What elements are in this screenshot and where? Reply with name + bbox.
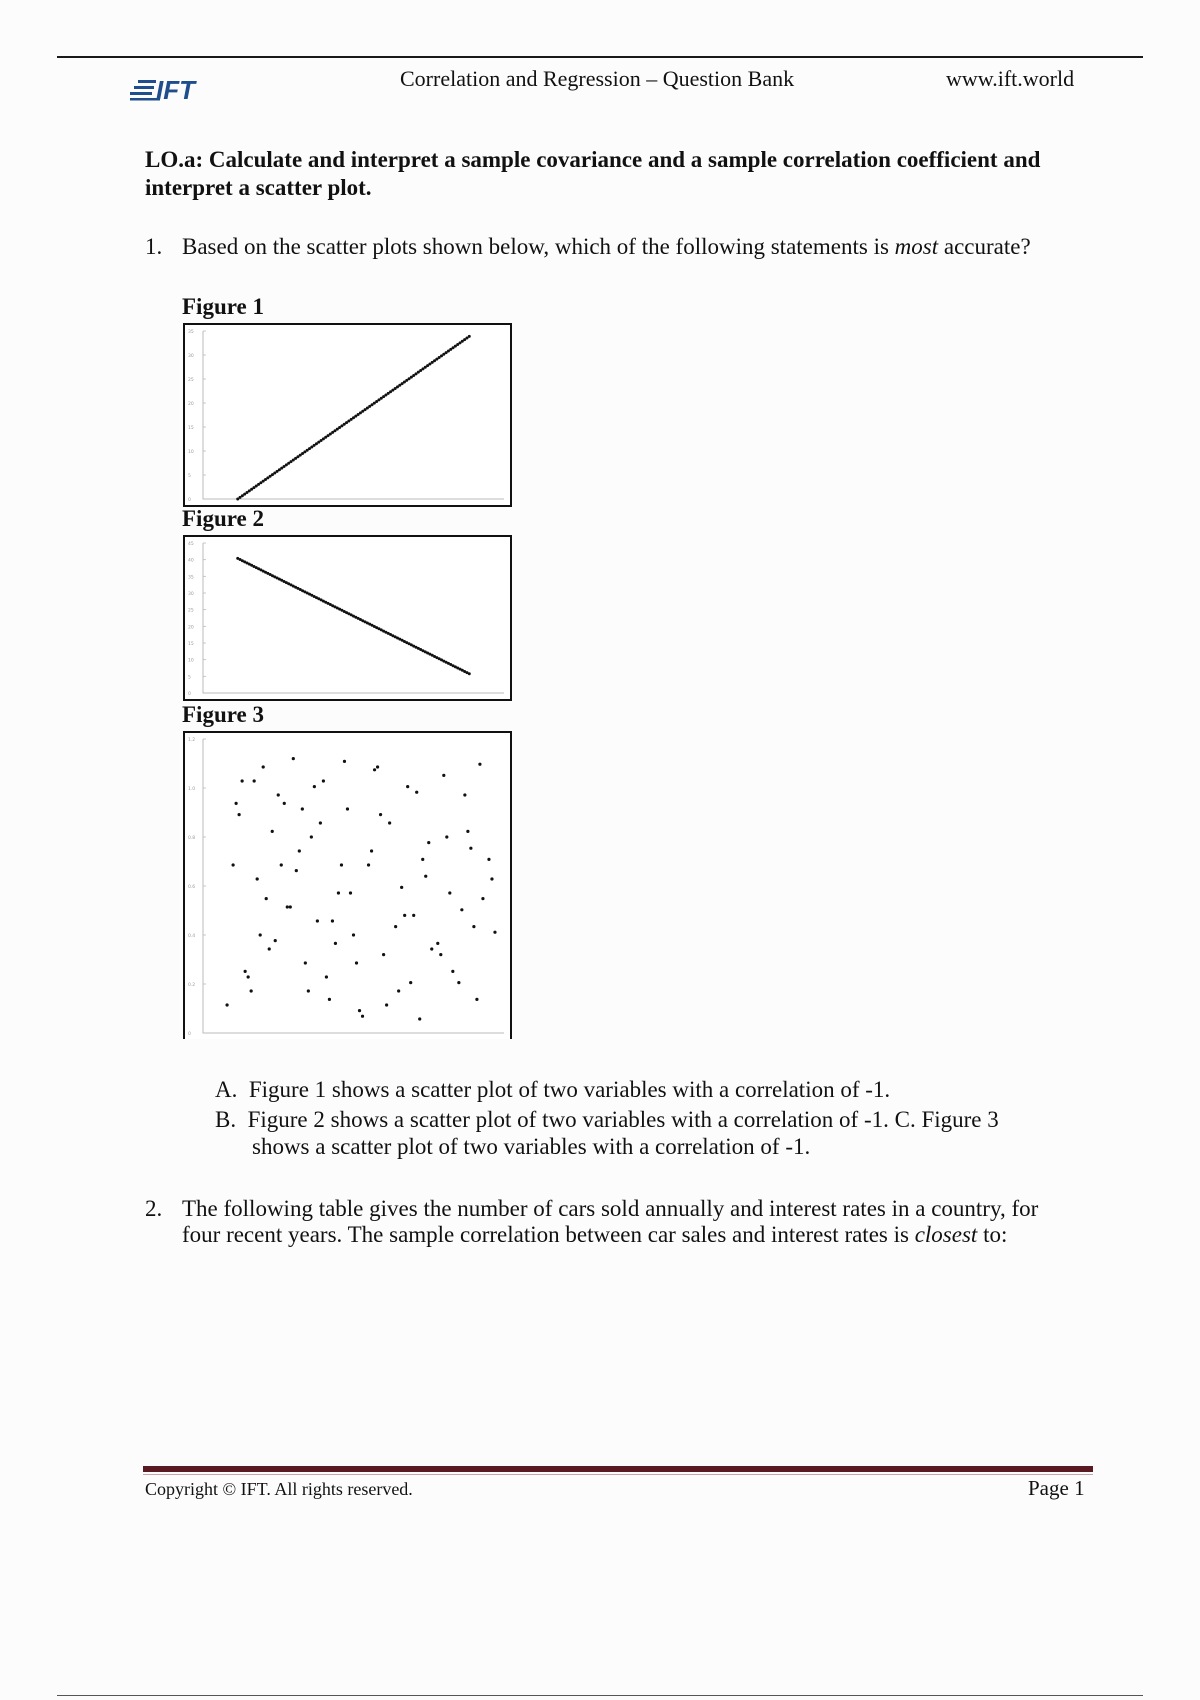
scatter-point: [295, 869, 298, 872]
option-b: [215, 1107, 999, 1133]
scatter-point: [388, 821, 391, 824]
question-2-line-2-before: four recent years. The sample correlation between car sales and interest rates is: [182, 1222, 915, 1247]
y-tick-label: 10: [188, 450, 194, 455]
question-2-emphasis: closest: [914, 1222, 978, 1247]
footer-copyright: Copyright © IFT. All rights reserved.: [145, 1479, 413, 1499]
question-2-line-2-after: to:: [977, 1222, 1008, 1247]
scatter-point: [280, 863, 283, 866]
scatter-point: [292, 757, 295, 760]
y-tick-label: 1.0: [188, 787, 196, 792]
y-tick-label: 25: [188, 608, 194, 614]
option-a-text: Figure 1 shows a scatter plot of two variables with a correlation of -1.: [248, 1077, 891, 1102]
scatter-point: [343, 760, 346, 763]
figure-2-plot: [185, 537, 510, 699]
scatter-point: [328, 998, 331, 1001]
scatter-point: [475, 998, 478, 1001]
scatter-point: [277, 793, 280, 796]
scatter-point: [247, 975, 250, 978]
scatter-point: [379, 813, 382, 816]
y-tick-label: 0: [188, 1032, 191, 1037]
scatter-point: [427, 841, 430, 844]
y-tick-label: 0.6: [188, 885, 196, 890]
scatter-point: [225, 1003, 228, 1006]
scatter-point: [451, 970, 454, 973]
scatter-point: [394, 925, 397, 928]
y-tick-label: 0: [188, 692, 191, 697]
scatter-point: [370, 849, 373, 852]
scatter-point: [337, 891, 340, 894]
option-c-continuation: shows a scatter plot of two variables with a correlation of -1.: [252, 1134, 811, 1159]
scatter-point: [421, 858, 424, 861]
question-1-emphasis: most: [894, 234, 939, 259]
y-tick-label: 45: [188, 542, 194, 547]
scatter-point: [298, 849, 301, 852]
scatter-point: [382, 953, 385, 956]
logo-text: IFT: [156, 75, 195, 104]
scatter-point: [457, 981, 460, 984]
header-url[interactable]: www.ift.world: [946, 66, 1075, 91]
figure-3-chart: [183, 731, 512, 1039]
figure-1-plot: [185, 325, 510, 505]
bottom-rule: [57, 1695, 1143, 1696]
scatter-point: [490, 877, 493, 880]
scatter-point: [358, 1009, 361, 1012]
scatter-point: [373, 768, 376, 771]
scatter-point: [361, 1015, 364, 1018]
scatter-point: [466, 830, 469, 833]
scatter-point: [283, 802, 286, 805]
ift-logo: [130, 74, 216, 104]
figure-1-chart: [183, 323, 512, 507]
scatter-point: [376, 765, 379, 768]
scatter-point: [445, 835, 448, 838]
scatter-point: [385, 1003, 388, 1006]
scatter-point: [271, 830, 274, 833]
y-tick-label: 30: [188, 592, 194, 597]
y-tick-label: 30: [188, 354, 194, 359]
scatter-point: [468, 672, 471, 675]
y-tick-label: 15: [188, 642, 194, 647]
scatter-point: [346, 807, 349, 810]
scatter-point: [262, 765, 265, 768]
scatter-point: [322, 779, 325, 782]
header-rule: [57, 56, 1143, 58]
scatter-point: [355, 961, 358, 964]
scatter-point: [259, 933, 262, 936]
scatter-point: [481, 897, 484, 900]
option-a-letter: A.: [215, 1077, 238, 1102]
footer-rule: [143, 1466, 1093, 1472]
footer-rule-thin: [143, 1474, 1093, 1475]
y-tick-label: 5: [188, 675, 191, 681]
scatter-point: [469, 847, 472, 850]
scatter-point: [436, 942, 439, 945]
scatter-point: [468, 335, 471, 338]
scatter-point: [460, 908, 463, 911]
scatter-point: [430, 947, 433, 950]
scatter-point: [352, 933, 355, 936]
scatter-point: [442, 774, 445, 777]
axis-lines: [203, 739, 504, 1033]
option-b-letter: B.: [215, 1107, 237, 1132]
question-2-number: 2.: [145, 1196, 163, 1221]
scatter-point: [313, 785, 316, 788]
y-tick-label: 15: [188, 426, 194, 431]
scatter-point: [241, 779, 244, 782]
scatter-point: [472, 925, 475, 928]
question-1-text-before: Based on the scatter plots shown below, which of the following statements is: [182, 234, 895, 259]
scatter-point: [349, 891, 352, 894]
option-a: [215, 1077, 890, 1103]
scatter-point: [334, 942, 337, 945]
y-tick-label: 0.8: [188, 836, 196, 841]
y-tick-label: 0.2: [188, 983, 196, 988]
scatter-point: [253, 779, 256, 782]
figure-3-plot: [185, 733, 510, 1039]
y-tick-label: 35: [188, 575, 194, 581]
figure-2-chart: [183, 535, 512, 701]
question-1-text-after: accurate?: [938, 234, 1031, 259]
scatter-point: [256, 877, 259, 880]
scatter-point: [403, 914, 406, 917]
scatter-point: [415, 791, 418, 794]
y-tick-label: 5: [188, 474, 191, 479]
y-tick-label: 35: [188, 330, 194, 335]
scatter-point: [439, 953, 442, 956]
scatter-point: [301, 807, 304, 810]
figure-2-label: Figure 2: [182, 506, 264, 531]
scatter-point: [331, 919, 334, 922]
scatter-point: [418, 1017, 421, 1020]
y-tick-label: 10: [188, 658, 194, 664]
scatter-point: [238, 813, 241, 816]
y-tick-label: 20: [188, 402, 194, 407]
scatter-point: [409, 981, 412, 984]
scatter-point: [286, 905, 289, 908]
question-1-text: [182, 234, 1102, 260]
figure-1-label: Figure 1: [182, 294, 264, 319]
y-tick-label: 40: [188, 558, 194, 564]
scatter-point: [424, 875, 427, 878]
scatter-point: [244, 970, 247, 973]
y-tick-label: 0.4: [188, 934, 196, 939]
scatter-point: [274, 939, 277, 942]
scatter-point: [265, 897, 268, 900]
scatter-point: [250, 989, 253, 992]
scatter-point: [487, 858, 490, 861]
question-1-number: 1.: [145, 234, 163, 259]
scatter-point: [463, 793, 466, 796]
scatter-point: [232, 863, 235, 866]
scatter-point: [289, 905, 292, 908]
scatter-point: [340, 863, 343, 866]
y-tick-label: 20: [188, 625, 194, 631]
scatter-point: [235, 802, 238, 805]
axis-lines: [203, 331, 504, 499]
scatter-point: [325, 975, 328, 978]
question-2-line-1: The following table gives the number of cars sold annually and interest rates in a country, for: [182, 1196, 1039, 1221]
scatter-point: [412, 914, 415, 917]
scatter-point: [319, 821, 322, 824]
scatter-point: [406, 785, 409, 788]
scatter-point: [400, 886, 403, 889]
scatter-point: [307, 989, 310, 992]
scatter-point: [268, 947, 271, 950]
option-b-text: Figure 2 shows a scatter plot of two variables with a correlation of -1. C. Figure 3: [247, 1107, 999, 1132]
scatter-point: [310, 835, 313, 838]
header-title: Correlation and Regression – Question Bank: [400, 66, 795, 91]
question-2-line-2: [182, 1222, 1007, 1248]
footer-page-number: Page 1: [1028, 1476, 1085, 1500]
scatter-point: [304, 961, 307, 964]
scatter-point: [367, 863, 370, 866]
scatter-point: [397, 989, 400, 992]
axis-lines: [203, 543, 504, 693]
scatter-point: [316, 919, 319, 922]
y-tick-label: 1.2: [188, 738, 196, 743]
y-tick-label: 25: [188, 378, 194, 383]
scatter-point: [478, 763, 481, 766]
figure-3-label: Figure 3: [182, 702, 264, 727]
scatter-point: [448, 891, 451, 894]
scatter-point: [493, 931, 496, 934]
y-tick-label: 0: [188, 498, 191, 503]
learning-objective-heading: LO.a: Calculate and interpret a sample covariance and a sample correlation coefficient and interpret a scatter plot.: [145, 147, 1041, 200]
